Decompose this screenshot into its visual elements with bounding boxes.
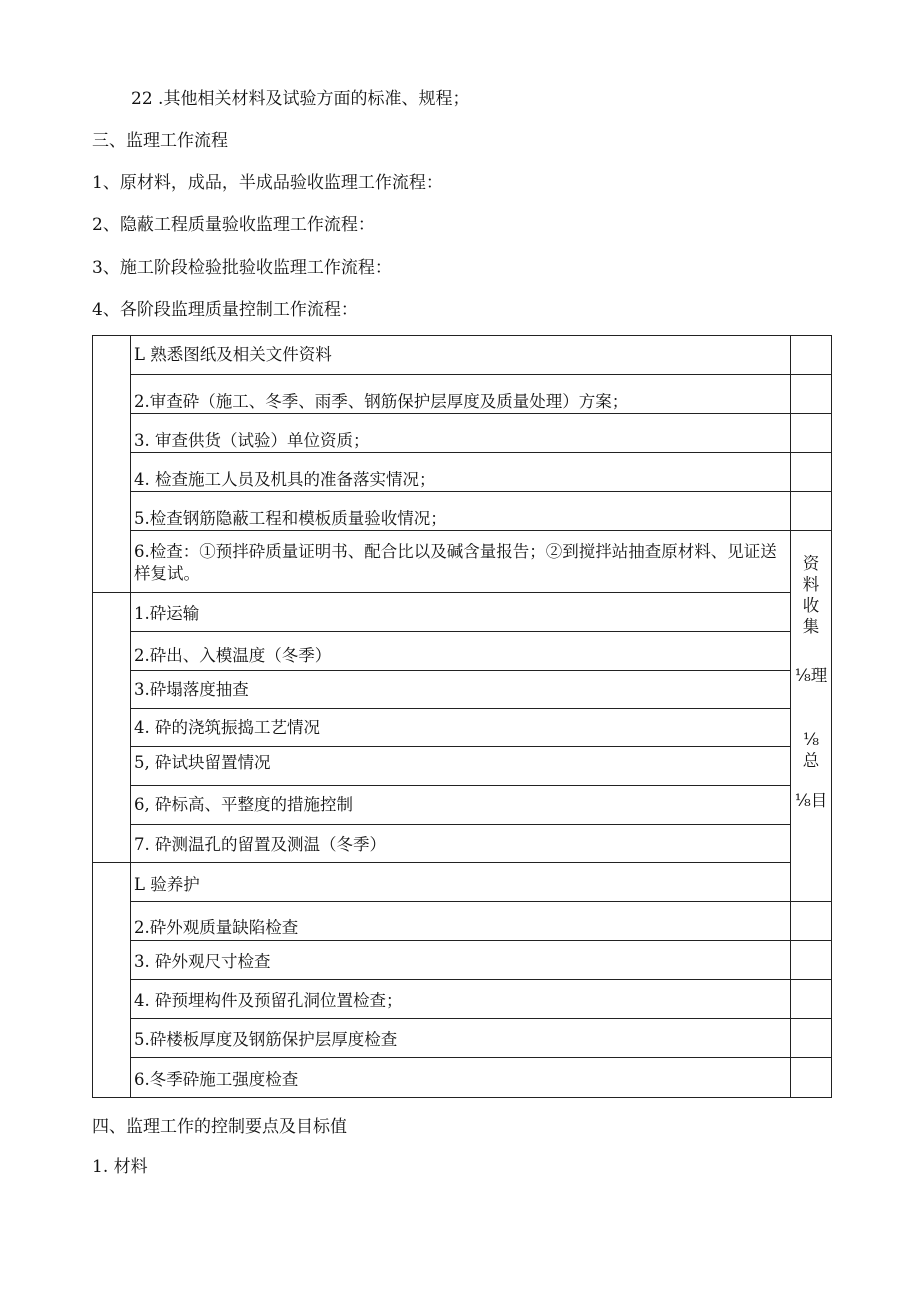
flow-1: 1、原材料，成品，半成品验收监理工作流程： (92, 173, 443, 193)
table-row: 2.砕出、入模温度（冬季） (134, 646, 332, 665)
side-label-char: 集 (802, 617, 820, 636)
quality-control-table (92, 335, 832, 1098)
table-row: 5, 砕试块留置情况 (134, 753, 271, 772)
side-label-char: 料 (802, 575, 820, 594)
table-row: 4. 砕的浇筑振捣工艺情况 (134, 718, 320, 737)
table-row: L 熟悉图纸及相关文件资料 (134, 345, 332, 364)
table-row: 2.审查砕（施工、冬季、雨季、钢筋保护层厚度及质量处理）方案； (134, 392, 629, 411)
flow-2: 2、隐蔽工程质量验收监理工作流程： (92, 215, 375, 235)
section-4-title: 四、监理工作的控制要点及目标值 (92, 1117, 347, 1137)
table-row: 6.检查：①预拌砕质量证明书、配合比以及碱含量报告；②到搅拌站抽查原材料、见证送样复试。 (134, 542, 777, 583)
table-row: 7. 砕测温孔的留置及测温（冬季） (134, 835, 386, 854)
table-row: 5.检查钢筋隐蔽工程和模板质量验收情况； (134, 509, 447, 528)
section-3-title: 三、监理工作流程 (92, 131, 228, 151)
side-label-char: ⅛ (803, 730, 819, 749)
table-row: 3. 审查供货（试验）单位资质； (134, 431, 370, 450)
side-label-char: 总 (802, 751, 820, 770)
table-row: 4. 砕预埋构件及预留孔洞位置检查； (134, 991, 403, 1010)
table-row: L 验养护 (134, 875, 200, 894)
table-row: 2.砕外观质量缺陷检查 (134, 918, 299, 937)
side-label-char: ⅛目 (794, 791, 828, 810)
table-row: 1.砕运输 (134, 604, 200, 623)
table-row: 3. 砕外观尺寸检查 (134, 952, 271, 971)
item-material: 1. 材料 (92, 1157, 148, 1177)
table-row: 6, 砕标高、平整度的措施控制 (134, 795, 353, 814)
side-label-char: 收 (802, 596, 820, 615)
table-row: 4. 检查施工人员及机具的准备落实情况； (134, 470, 436, 489)
table-row: 6.冬季砕施工强度检查 (134, 1070, 299, 1089)
side-label-char: ⅛理 (794, 666, 828, 685)
table-row: 3.砕塌落度抽查 (134, 680, 249, 699)
side-label-char: 资 (802, 554, 820, 573)
table-row: 5.砕楼板厚度及钢筋保护层厚度检查 (134, 1030, 398, 1049)
flow-3: 3、施工阶段检验批验收监理工作流程： (92, 258, 392, 278)
flow-4: 4、各阶段监理质量控制工作流程： (92, 300, 358, 320)
item-22: 22 .其他相关材料及试验方面的标准、规程； (131, 89, 470, 109)
